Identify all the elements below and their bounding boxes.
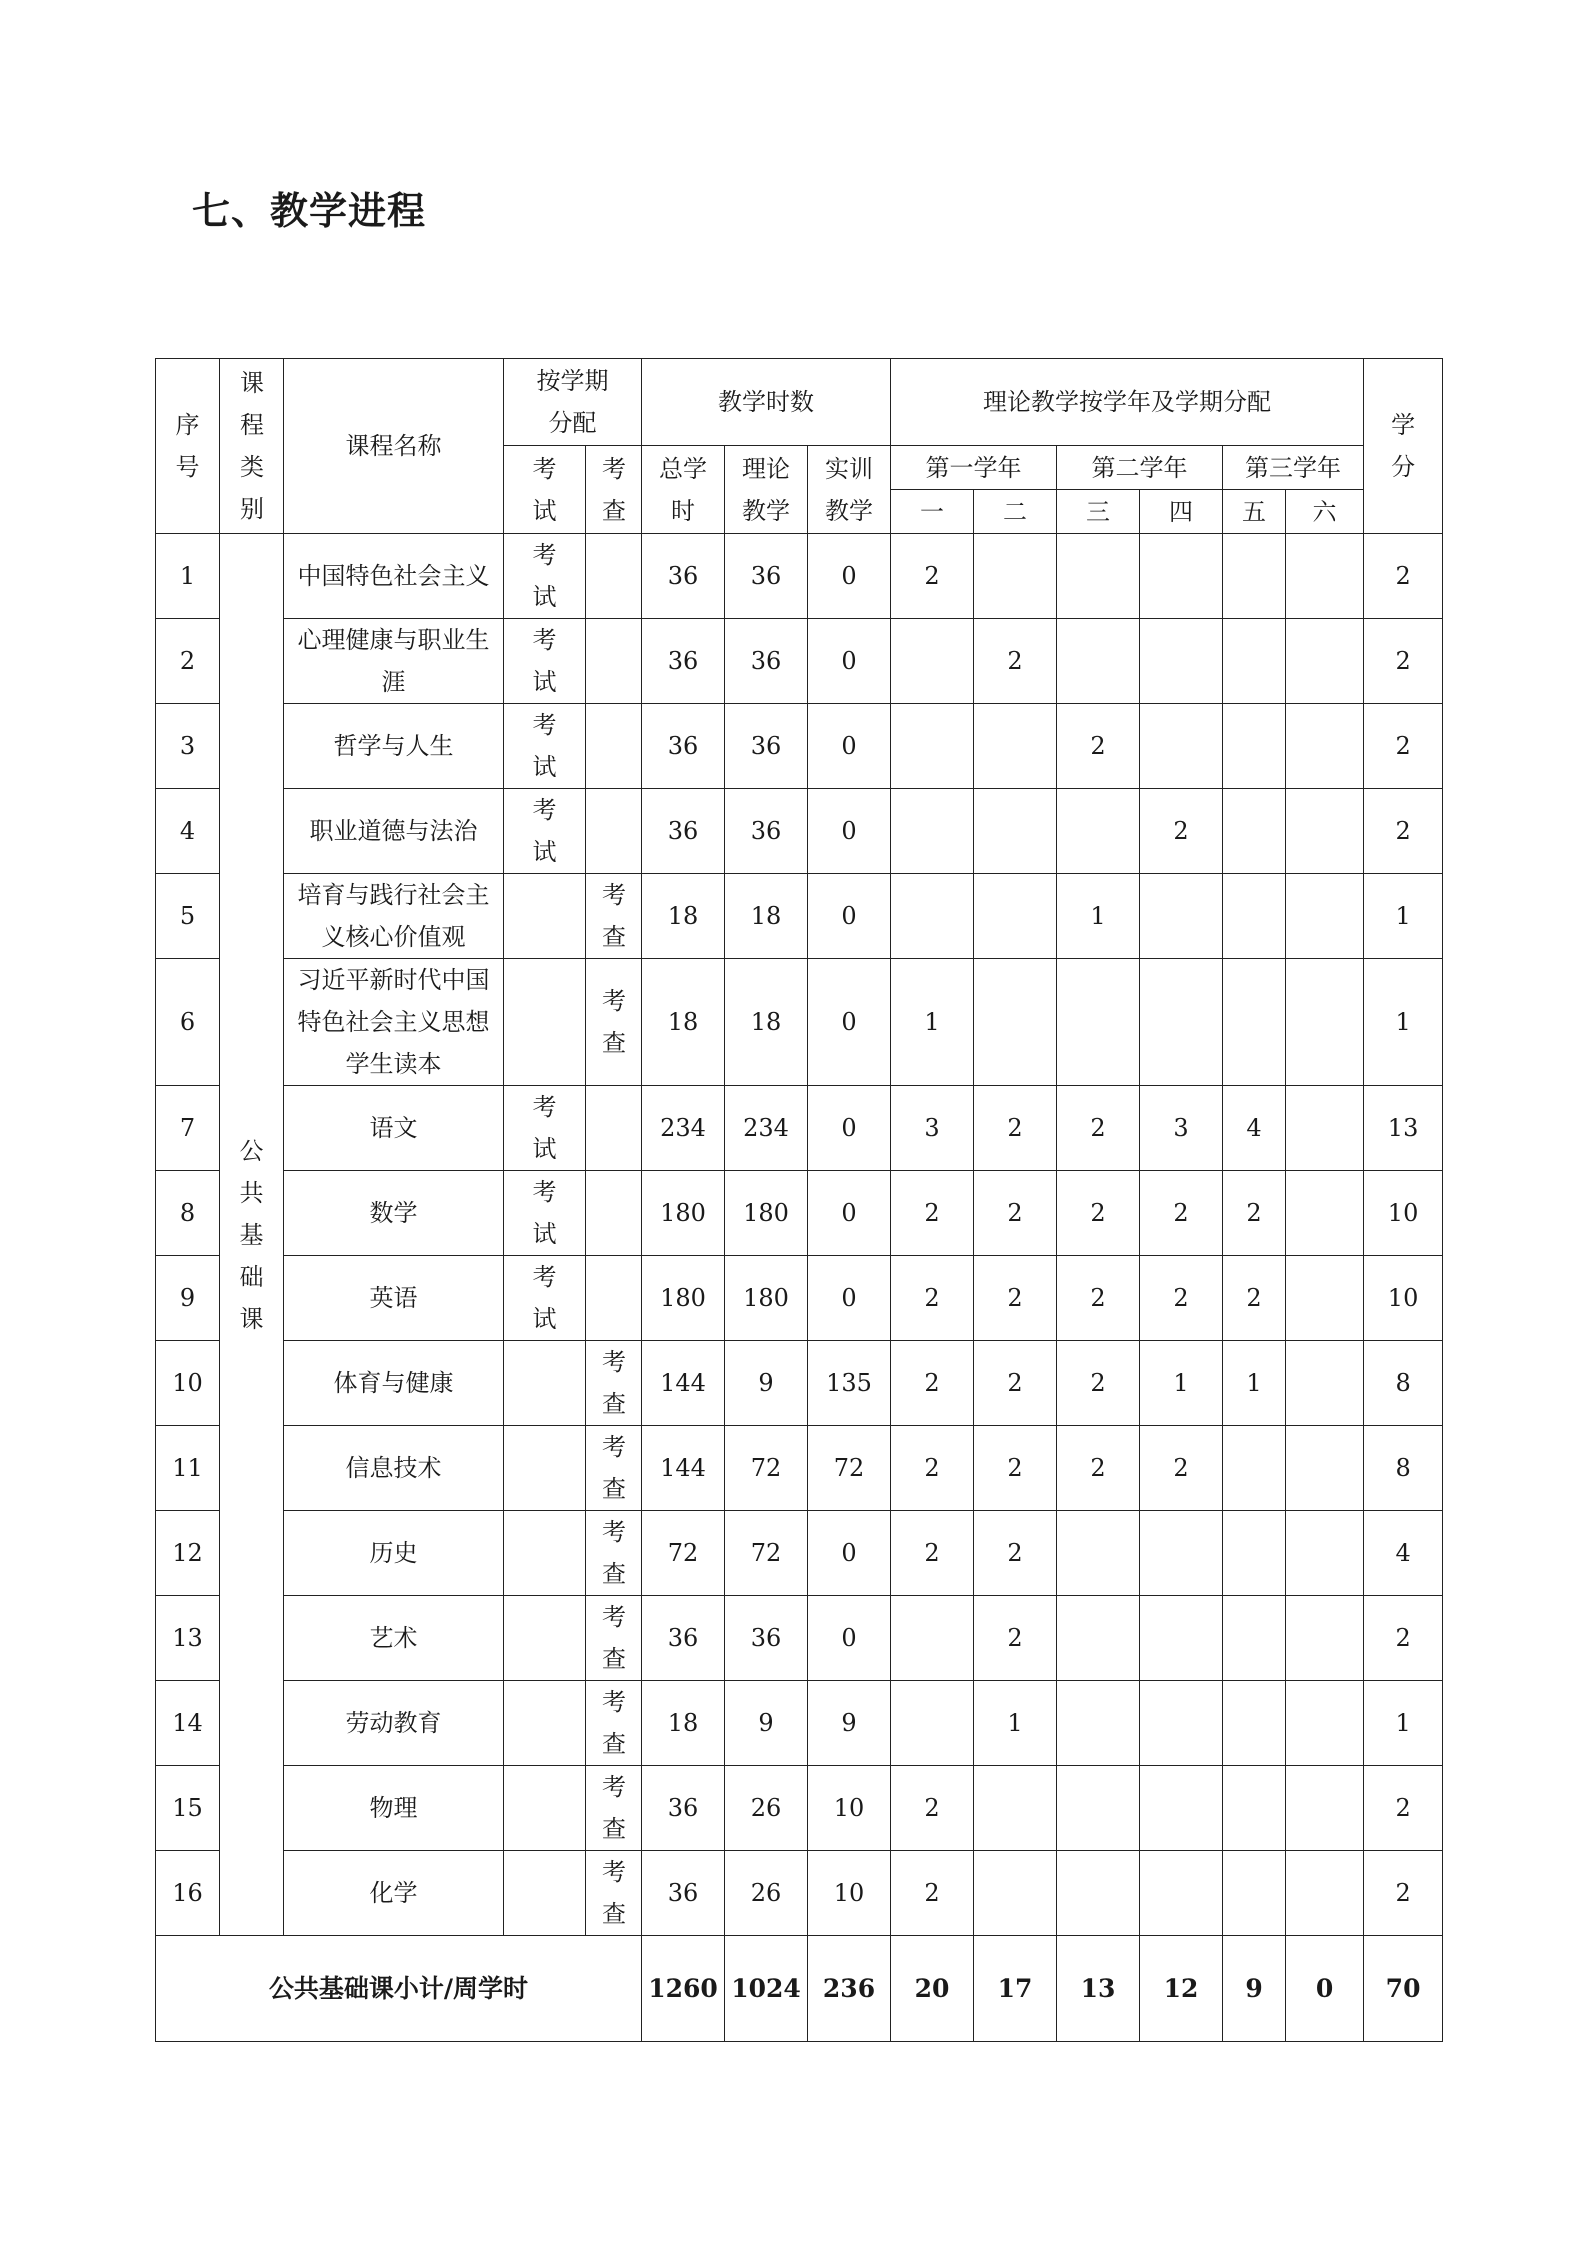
check-cell: 考查: [586, 959, 642, 1086]
semester-cell: [974, 789, 1057, 874]
practice-hours-cell: 0: [808, 874, 891, 959]
total-s1: 20: [891, 1936, 974, 2042]
practice-hours-cell: 0: [808, 959, 891, 1086]
row-index: 4: [156, 789, 220, 874]
semester-cell: [974, 874, 1057, 959]
exam-cell: [504, 874, 586, 959]
semester-cell: [1223, 619, 1286, 704]
table-row: [156, 1426, 1443, 1511]
practice-hours-cell: 72: [808, 1426, 891, 1511]
practice-hours-cell: 0: [808, 1171, 891, 1256]
semester-cell: [891, 704, 974, 789]
exam-cell: 考试: [504, 1171, 586, 1256]
semester-cell: [1140, 704, 1223, 789]
semester-cell: [1223, 1511, 1286, 1596]
credit-cell: 2: [1364, 1596, 1443, 1681]
semester-cell: [1140, 619, 1223, 704]
credit-cell: 2: [1364, 789, 1443, 874]
check-cell: 考查: [586, 1681, 642, 1766]
semester-cell: [1286, 959, 1364, 1086]
total-credit: 70: [1364, 1936, 1443, 2042]
credit-cell: 1: [1364, 959, 1443, 1086]
theory-hours-cell: 9: [725, 1341, 808, 1426]
semester-cell: 2: [1140, 1171, 1223, 1256]
course-name: 英语: [284, 1256, 504, 1341]
total-s4: 12: [1140, 1936, 1223, 2042]
theory-hours-cell: 36: [725, 789, 808, 874]
course-name: 艺术: [284, 1596, 504, 1681]
total-hours-cell: 72: [642, 1511, 725, 1596]
semester-cell: [1223, 1596, 1286, 1681]
total-s2: 17: [974, 1936, 1057, 2042]
theory-hours-cell: 36: [725, 534, 808, 619]
row-index: 14: [156, 1681, 220, 1766]
theory-hours-cell: 9: [725, 1681, 808, 1766]
total-hours-cell: 36: [642, 1766, 725, 1851]
practice-hours-cell: 0: [808, 1511, 891, 1596]
semester-cell: [1223, 1681, 1286, 1766]
semester-cell: 2: [1223, 1256, 1286, 1341]
semester-cell: [1140, 1596, 1223, 1681]
credit-cell: 10: [1364, 1256, 1443, 1341]
header-theory: 理论教学: [725, 446, 808, 534]
course-name: 心理健康与职业生涯: [284, 619, 504, 704]
practice-hours-cell: 10: [808, 1851, 891, 1936]
semester-cell: [1286, 1851, 1364, 1936]
header-exam: 考试: [504, 446, 586, 534]
semester-cell: [1140, 1766, 1223, 1851]
check-cell: [586, 1086, 642, 1171]
credit-cell: 2: [1364, 1851, 1443, 1936]
semester-cell: 2: [1057, 1256, 1140, 1341]
total-label: 公共基础课小计/周学时: [156, 1936, 642, 2042]
check-cell: [586, 619, 642, 704]
semester-cell: [891, 619, 974, 704]
semester-cell: [1057, 1851, 1140, 1936]
header-total-hours: 总学时: [642, 446, 725, 534]
table-body: [156, 534, 1443, 2042]
semester-cell: [1140, 874, 1223, 959]
table-header: [156, 359, 1443, 534]
total-hours-cell: 18: [642, 959, 725, 1086]
theory-hours-cell: 72: [725, 1426, 808, 1511]
semester-cell: 2: [974, 1511, 1057, 1596]
theory-hours-cell: 26: [725, 1851, 808, 1936]
total-hours-cell: 180: [642, 1256, 725, 1341]
total-hours-cell: 234: [642, 1086, 725, 1171]
exam-cell: [504, 1766, 586, 1851]
semester-cell: 2: [1057, 1341, 1140, 1426]
semester-cell: [891, 874, 974, 959]
semester-cell: [1286, 1681, 1364, 1766]
semester-cell: [1286, 1511, 1364, 1596]
total-hours-cell: 18: [642, 874, 725, 959]
row-index: 13: [156, 1596, 220, 1681]
semester-cell: 2: [974, 1086, 1057, 1171]
check-cell: 考查: [586, 1596, 642, 1681]
table-row: [156, 1086, 1443, 1171]
row-index: 2: [156, 619, 220, 704]
table-row: [156, 1511, 1443, 1596]
course-name: 职业道德与法治: [284, 789, 504, 874]
course-name: 哲学与人生: [284, 704, 504, 789]
semester-cell: [1286, 789, 1364, 874]
total-hours-cell: 18: [642, 1681, 725, 1766]
practice-hours-cell: 135: [808, 1341, 891, 1426]
semester-cell: 2: [974, 1341, 1057, 1426]
total-s5: 9: [1223, 1936, 1286, 2042]
table-row: [156, 1341, 1443, 1426]
semester-cell: [1140, 1681, 1223, 1766]
exam-cell: 考试: [504, 1086, 586, 1171]
semester-cell: 2: [1140, 789, 1223, 874]
exam-cell: 考试: [504, 789, 586, 874]
course-name: 体育与健康: [284, 1341, 504, 1426]
theory-hours-cell: 36: [725, 1596, 808, 1681]
exam-cell: [504, 959, 586, 1086]
credit-cell: 1: [1364, 1681, 1443, 1766]
category-cell: 公共基础课: [220, 534, 284, 1936]
header-course-name: 课程名称: [284, 359, 504, 534]
exam-cell: [504, 1851, 586, 1936]
check-cell: [586, 534, 642, 619]
header-check: 考查: [586, 446, 642, 534]
practice-hours-cell: 0: [808, 1256, 891, 1341]
semester-cell: [1286, 874, 1364, 959]
row-index: 7: [156, 1086, 220, 1171]
header-sem3: 三: [1057, 490, 1140, 534]
row-index: 6: [156, 959, 220, 1086]
check-cell: 考查: [586, 1851, 642, 1936]
theory-hours-cell: 234: [725, 1086, 808, 1171]
practice-hours-cell: 0: [808, 1596, 891, 1681]
total-total: 1260: [642, 1936, 725, 2042]
table-row: [156, 1171, 1443, 1256]
total-hours-cell: 36: [642, 619, 725, 704]
total-hours-cell: 144: [642, 1426, 725, 1511]
total-hours-cell: 36: [642, 704, 725, 789]
header-assessment-group: 按学期分配: [504, 359, 642, 446]
table-row: [156, 789, 1443, 874]
check-cell: [586, 1171, 642, 1256]
course-name: 化学: [284, 1851, 504, 1936]
semester-cell: [1286, 1766, 1364, 1851]
semester-cell: 3: [891, 1086, 974, 1171]
check-cell: 考查: [586, 1511, 642, 1596]
course-name: 信息技术: [284, 1426, 504, 1511]
course-name: 语文: [284, 1086, 504, 1171]
check-cell: 考查: [586, 874, 642, 959]
semester-cell: 2: [891, 1766, 974, 1851]
semester-cell: 1: [1057, 874, 1140, 959]
practice-hours-cell: 0: [808, 1086, 891, 1171]
semester-cell: [1286, 1171, 1364, 1256]
semester-cell: [1057, 1596, 1140, 1681]
semester-cell: [1223, 1766, 1286, 1851]
semester-cell: 2: [974, 1171, 1057, 1256]
total-s3: 13: [1057, 1936, 1140, 2042]
semester-cell: [1223, 704, 1286, 789]
theory-hours-cell: 180: [725, 1256, 808, 1341]
semester-cell: [1057, 1681, 1140, 1766]
header-hours-group: 教学时数: [642, 359, 891, 446]
semester-cell: [891, 789, 974, 874]
semester-cell: [1286, 1596, 1364, 1681]
semester-cell: [891, 1596, 974, 1681]
table-row: [156, 1851, 1443, 1936]
check-cell: 考查: [586, 1341, 642, 1426]
table-row: [156, 959, 1443, 1086]
teaching-plan-table: [155, 358, 1443, 2042]
header-sem1: 一: [891, 490, 974, 534]
theory-hours-cell: 18: [725, 959, 808, 1086]
total-hours-cell: 180: [642, 1171, 725, 1256]
semester-cell: 2: [1057, 1171, 1140, 1256]
header-year2: 第二学年: [1057, 446, 1223, 490]
semester-cell: 2: [1057, 704, 1140, 789]
header-year1: 第一学年: [891, 446, 1057, 490]
course-name: 历史: [284, 1511, 504, 1596]
row-index: 3: [156, 704, 220, 789]
semester-cell: 2: [1140, 1256, 1223, 1341]
semester-cell: 2: [891, 1426, 974, 1511]
semester-cell: [1223, 874, 1286, 959]
credit-cell: 2: [1364, 704, 1443, 789]
semester-cell: [974, 959, 1057, 1086]
semester-cell: [1057, 1511, 1140, 1596]
semester-cell: [1223, 789, 1286, 874]
page-title: 七、教学进程: [192, 188, 427, 233]
header-sem2: 二: [974, 490, 1057, 534]
credit-cell: 2: [1364, 534, 1443, 619]
semester-cell: 2: [1057, 1086, 1140, 1171]
semester-cell: 2: [891, 1341, 974, 1426]
credit-cell: 2: [1364, 1766, 1443, 1851]
exam-cell: 考试: [504, 1256, 586, 1341]
table-row: [156, 874, 1443, 959]
total-hours-cell: 36: [642, 789, 725, 874]
semester-cell: [1140, 1511, 1223, 1596]
theory-hours-cell: 18: [725, 874, 808, 959]
header-sem4: 四: [1140, 490, 1223, 534]
row-index: 15: [156, 1766, 220, 1851]
practice-hours-cell: 9: [808, 1681, 891, 1766]
theory-hours-cell: 36: [725, 619, 808, 704]
course-name: 培育与践行社会主义核心价值观: [284, 874, 504, 959]
theory-hours-cell: 36: [725, 704, 808, 789]
check-cell: 考查: [586, 1426, 642, 1511]
practice-hours-cell: 0: [808, 789, 891, 874]
semester-cell: [1057, 1766, 1140, 1851]
table-row: [156, 1596, 1443, 1681]
credit-cell: 4: [1364, 1511, 1443, 1596]
semester-cell: [974, 1766, 1057, 1851]
theory-hours-cell: 180: [725, 1171, 808, 1256]
table-row: [156, 619, 1443, 704]
practice-hours-cell: 0: [808, 534, 891, 619]
semester-cell: [1286, 1341, 1364, 1426]
table-row: [156, 704, 1443, 789]
semester-cell: [1223, 1851, 1286, 1936]
semester-cell: [1140, 1851, 1223, 1936]
semester-cell: [1057, 959, 1140, 1086]
semester-cell: [1286, 1086, 1364, 1171]
course-name: 数学: [284, 1171, 504, 1256]
semester-cell: [974, 534, 1057, 619]
semester-cell: 2: [891, 1256, 974, 1341]
exam-cell: 考试: [504, 704, 586, 789]
semester-cell: [974, 1851, 1057, 1936]
practice-hours-cell: 0: [808, 619, 891, 704]
exam-cell: [504, 1341, 586, 1426]
semester-cell: 4: [1223, 1086, 1286, 1171]
semester-cell: [1140, 534, 1223, 619]
semester-cell: [1286, 534, 1364, 619]
table-row: [156, 1256, 1443, 1341]
header-sem5: 五: [1223, 490, 1286, 534]
total-theory: 1024: [725, 1936, 808, 2042]
semester-cell: [891, 1681, 974, 1766]
semester-cell: 2: [1140, 1426, 1223, 1511]
credit-cell: 8: [1364, 1341, 1443, 1426]
exam-cell: [504, 1681, 586, 1766]
table-total-row: [156, 1936, 1443, 2042]
semester-cell: 2: [1223, 1171, 1286, 1256]
table-row: [156, 1681, 1443, 1766]
course-name: 中国特色社会主义: [284, 534, 504, 619]
check-cell: [586, 704, 642, 789]
semester-cell: 1: [1223, 1341, 1286, 1426]
row-index: 12: [156, 1511, 220, 1596]
credit-cell: 13: [1364, 1086, 1443, 1171]
table-row: [156, 534, 1443, 619]
semester-cell: 2: [974, 1256, 1057, 1341]
practice-hours-cell: 0: [808, 704, 891, 789]
semester-cell: 1: [1140, 1341, 1223, 1426]
semester-cell: 2: [891, 1171, 974, 1256]
semester-cell: [1057, 534, 1140, 619]
exam-cell: [504, 1596, 586, 1681]
semester-cell: [1286, 1426, 1364, 1511]
semester-cell: [1223, 1426, 1286, 1511]
semester-cell: 1: [891, 959, 974, 1086]
exam-cell: 考试: [504, 534, 586, 619]
course-name: 劳动教育: [284, 1681, 504, 1766]
semester-cell: [1223, 959, 1286, 1086]
exam-cell: [504, 1511, 586, 1596]
total-hours-cell: 144: [642, 1341, 725, 1426]
semester-cell: [1057, 789, 1140, 874]
theory-hours-cell: 26: [725, 1766, 808, 1851]
semester-cell: [1223, 534, 1286, 619]
table-row: [156, 1766, 1443, 1851]
semester-cell: [974, 704, 1057, 789]
row-index: 9: [156, 1256, 220, 1341]
semester-cell: 2: [974, 1426, 1057, 1511]
total-practice: 236: [808, 1936, 891, 2042]
check-cell: [586, 789, 642, 874]
row-index: 1: [156, 534, 220, 619]
header-year3: 第三学年: [1223, 446, 1364, 490]
semester-cell: [1286, 704, 1364, 789]
credit-cell: 10: [1364, 1171, 1443, 1256]
semester-cell: 1: [974, 1681, 1057, 1766]
semester-cell: [1140, 959, 1223, 1086]
header-category: 课程类别: [220, 359, 284, 534]
credit-cell: 2: [1364, 619, 1443, 704]
semester-cell: 3: [1140, 1086, 1223, 1171]
course-name: 物理: [284, 1766, 504, 1851]
exam-cell: 考试: [504, 619, 586, 704]
semester-cell: 2: [1057, 1426, 1140, 1511]
header-credits: 学分: [1364, 359, 1443, 534]
semester-cell: 2: [891, 534, 974, 619]
total-hours-cell: 36: [642, 534, 725, 619]
semester-cell: 2: [891, 1851, 974, 1936]
practice-hours-cell: 10: [808, 1766, 891, 1851]
row-index: 10: [156, 1341, 220, 1426]
theory-hours-cell: 72: [725, 1511, 808, 1596]
semester-cell: 2: [974, 619, 1057, 704]
header-practice: 实训教学: [808, 446, 891, 534]
semester-cell: 2: [974, 1596, 1057, 1681]
total-s6: 0: [1286, 1936, 1364, 2042]
credit-cell: 1: [1364, 874, 1443, 959]
credit-cell: 8: [1364, 1426, 1443, 1511]
semester-cell: [1286, 1256, 1364, 1341]
header-index: 序号: [156, 359, 220, 534]
check-cell: [586, 1256, 642, 1341]
exam-cell: [504, 1426, 586, 1511]
row-index: 11: [156, 1426, 220, 1511]
semester-cell: [1286, 619, 1364, 704]
header-sem6: 六: [1286, 490, 1364, 534]
row-index: 16: [156, 1851, 220, 1936]
total-hours-cell: 36: [642, 1851, 725, 1936]
row-index: 5: [156, 874, 220, 959]
header-distribution-group: 理论教学按学年及学期分配: [891, 359, 1364, 446]
semester-cell: 2: [891, 1511, 974, 1596]
semester-cell: [1057, 619, 1140, 704]
check-cell: 考查: [586, 1766, 642, 1851]
total-hours-cell: 36: [642, 1596, 725, 1681]
row-index: 8: [156, 1171, 220, 1256]
course-name: 习近平新时代中国特色社会主义思想学生读本: [284, 959, 504, 1086]
